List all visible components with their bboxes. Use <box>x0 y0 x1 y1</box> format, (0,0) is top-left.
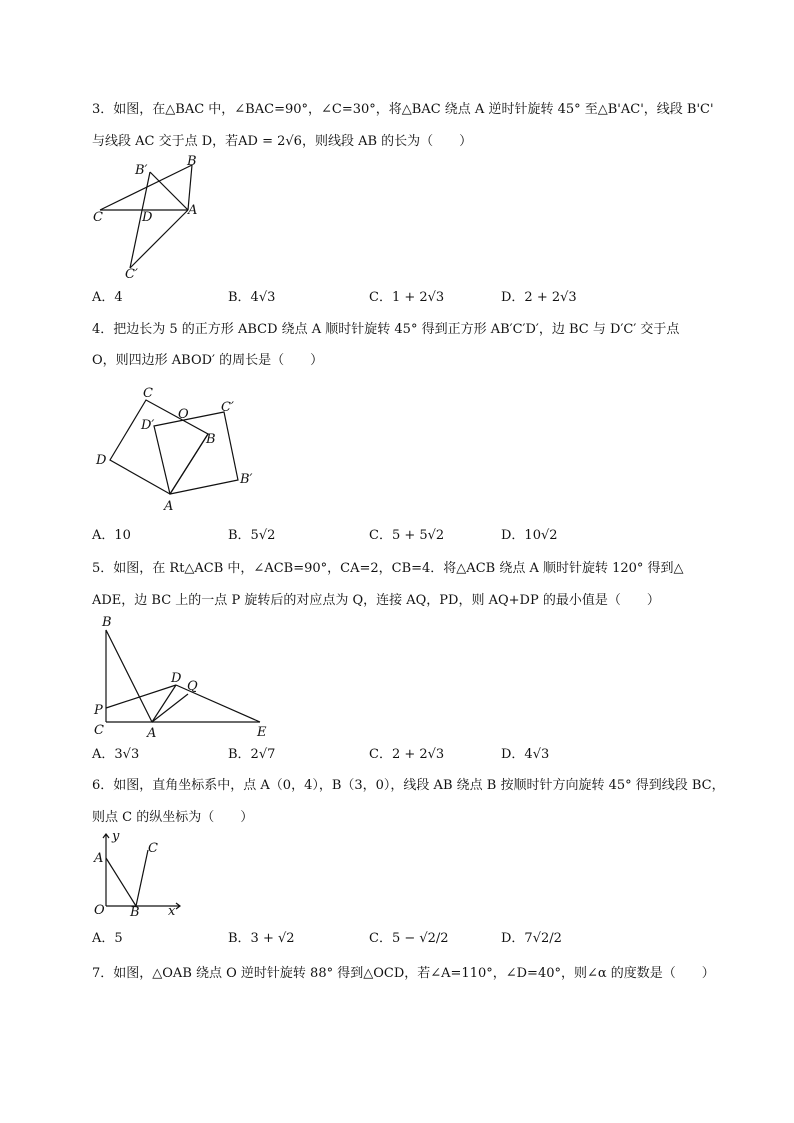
q5-figure <box>90 612 280 740</box>
q3-text-line2: 与线段 AC 交于点 D，若AD = 2√6，则线段 AB 的长为（ ） <box>92 134 473 149</box>
q4-option-a[interactable]: A．10 <box>92 528 131 543</box>
q6-option-a[interactable]: A．5 <box>92 931 123 946</box>
q4-label-C: C <box>143 386 153 401</box>
segment-AD <box>152 685 176 722</box>
q6-label-A: A <box>94 851 104 866</box>
q6-label-x: x <box>168 904 176 919</box>
q3-option-b[interactable]: B．4√3 <box>228 290 276 305</box>
q5-option-d[interactable]: D．4√3 <box>501 747 550 762</box>
q4-label-D-prime: D′ <box>141 418 155 433</box>
q6-figure <box>90 828 190 920</box>
q3-options <box>92 288 792 308</box>
q6-label-O: O <box>94 903 105 918</box>
q6-label-y: y <box>112 829 120 844</box>
q5-label-A: A <box>147 726 157 741</box>
triangle-ACB <box>106 630 152 722</box>
q4-option-c[interactable]: C．5 + 5√2 <box>369 528 445 543</box>
q5-text-line1: 5．如图，在 Rt△ACB 中，∠ACB=90°，CA=2，CB=4．将△ACB 绕点 A 顺时针旋转 120° 得到△ <box>92 561 684 576</box>
q3-label-D: D <box>142 210 153 225</box>
segment-AB <box>106 858 136 906</box>
q4-text-line1: 4．把边长为 5 的正方形 ABCD 绕点 A 顺时针旋转 45° 得到正方形 AB′C′D′，边 BC 与 D′C′ 交于点 <box>92 322 680 337</box>
q3-label-B-prime: B′ <box>135 163 148 178</box>
q3-label-C: C <box>93 210 103 225</box>
q5-label-C: C <box>94 723 104 738</box>
q5-options <box>92 745 792 765</box>
q4-text-line2: O，则四边形 ABOD′ 的周长是（ ） <box>92 353 324 368</box>
q4-option-d[interactable]: D．10√2 <box>501 528 558 543</box>
segment-AB-prime <box>150 172 188 210</box>
q6-text-line1: 6．如图，直角坐标系中，点 A（0，4），B（3，0），线段 AB 绕点 B 按顺时针方向旋转 45° 得到线段 BC， <box>92 778 725 793</box>
segment-AQ <box>152 694 188 722</box>
q6-options <box>92 929 792 949</box>
q5-label-P: P <box>94 703 103 718</box>
q6-option-d[interactable]: D．7√2/2 <box>501 931 562 946</box>
q6-label-C: C <box>148 841 158 856</box>
q6-option-c[interactable]: C．5 − √2/2 <box>369 931 449 946</box>
q3-label-B: B <box>187 154 197 169</box>
q5-text-line2: ADE，边 BC 上的一点 P 旋转后的对应点为 Q，连接 AQ，PD，则 AQ+DP 的最小值是（ ） <box>92 593 660 608</box>
q4-options <box>92 526 792 546</box>
q3-label-C-prime: C′ <box>125 267 138 282</box>
q5-label-D: D <box>171 671 182 686</box>
q7-text-line1: 7．如图，△OAB 绕点 O 逆时针旋转 88° 得到△OCD，若∠A=110°，∠D=40°，则∠α 的度数是（ ） <box>92 966 715 981</box>
q6-text-line2: 则点 C 的纵坐标为（ ） <box>92 810 254 825</box>
q3-text-line1: 3．如图，在△BAC 中，∠BAC=90°，∠C=30°，将△BAC 绕点 A 逆时针旋转 45° 至△B'AC'，线段 B'C' <box>92 102 714 117</box>
q4-label-D: D <box>96 453 107 468</box>
q5-option-a[interactable]: A．3√3 <box>92 747 140 762</box>
q4-label-B-prime: B′ <box>240 472 253 487</box>
q4-label-B: B <box>206 432 216 447</box>
q5-label-B: B <box>102 615 112 630</box>
q4-label-C-prime: C′ <box>221 400 234 415</box>
segment-BC <box>136 850 148 906</box>
q4-figure <box>90 380 270 515</box>
segment-PD <box>106 685 176 708</box>
q4-label-O: O <box>178 407 189 422</box>
diagonal-AB <box>170 434 208 494</box>
segment-C-prime-A <box>130 210 188 268</box>
q6-option-b[interactable]: B．3 + √2 <box>228 931 295 946</box>
q4-option-b[interactable]: B．5√2 <box>228 528 276 543</box>
q5-label-E: E <box>257 725 267 740</box>
q4-label-A: A <box>164 499 174 514</box>
q3-option-d[interactable]: D．2 + 2√3 <box>501 290 577 305</box>
q5-label-Q: Q <box>187 679 198 694</box>
q3-option-c[interactable]: C．1 + 2√3 <box>369 290 445 305</box>
q3-option-a[interactable]: A．4 <box>92 290 123 305</box>
q6-label-B: B <box>130 905 140 920</box>
q3-figure <box>90 150 210 285</box>
q3-label-A: A <box>188 203 198 218</box>
q5-option-b[interactable]: B．2√7 <box>228 747 276 762</box>
q5-option-c[interactable]: C．2 + 2√3 <box>369 747 445 762</box>
